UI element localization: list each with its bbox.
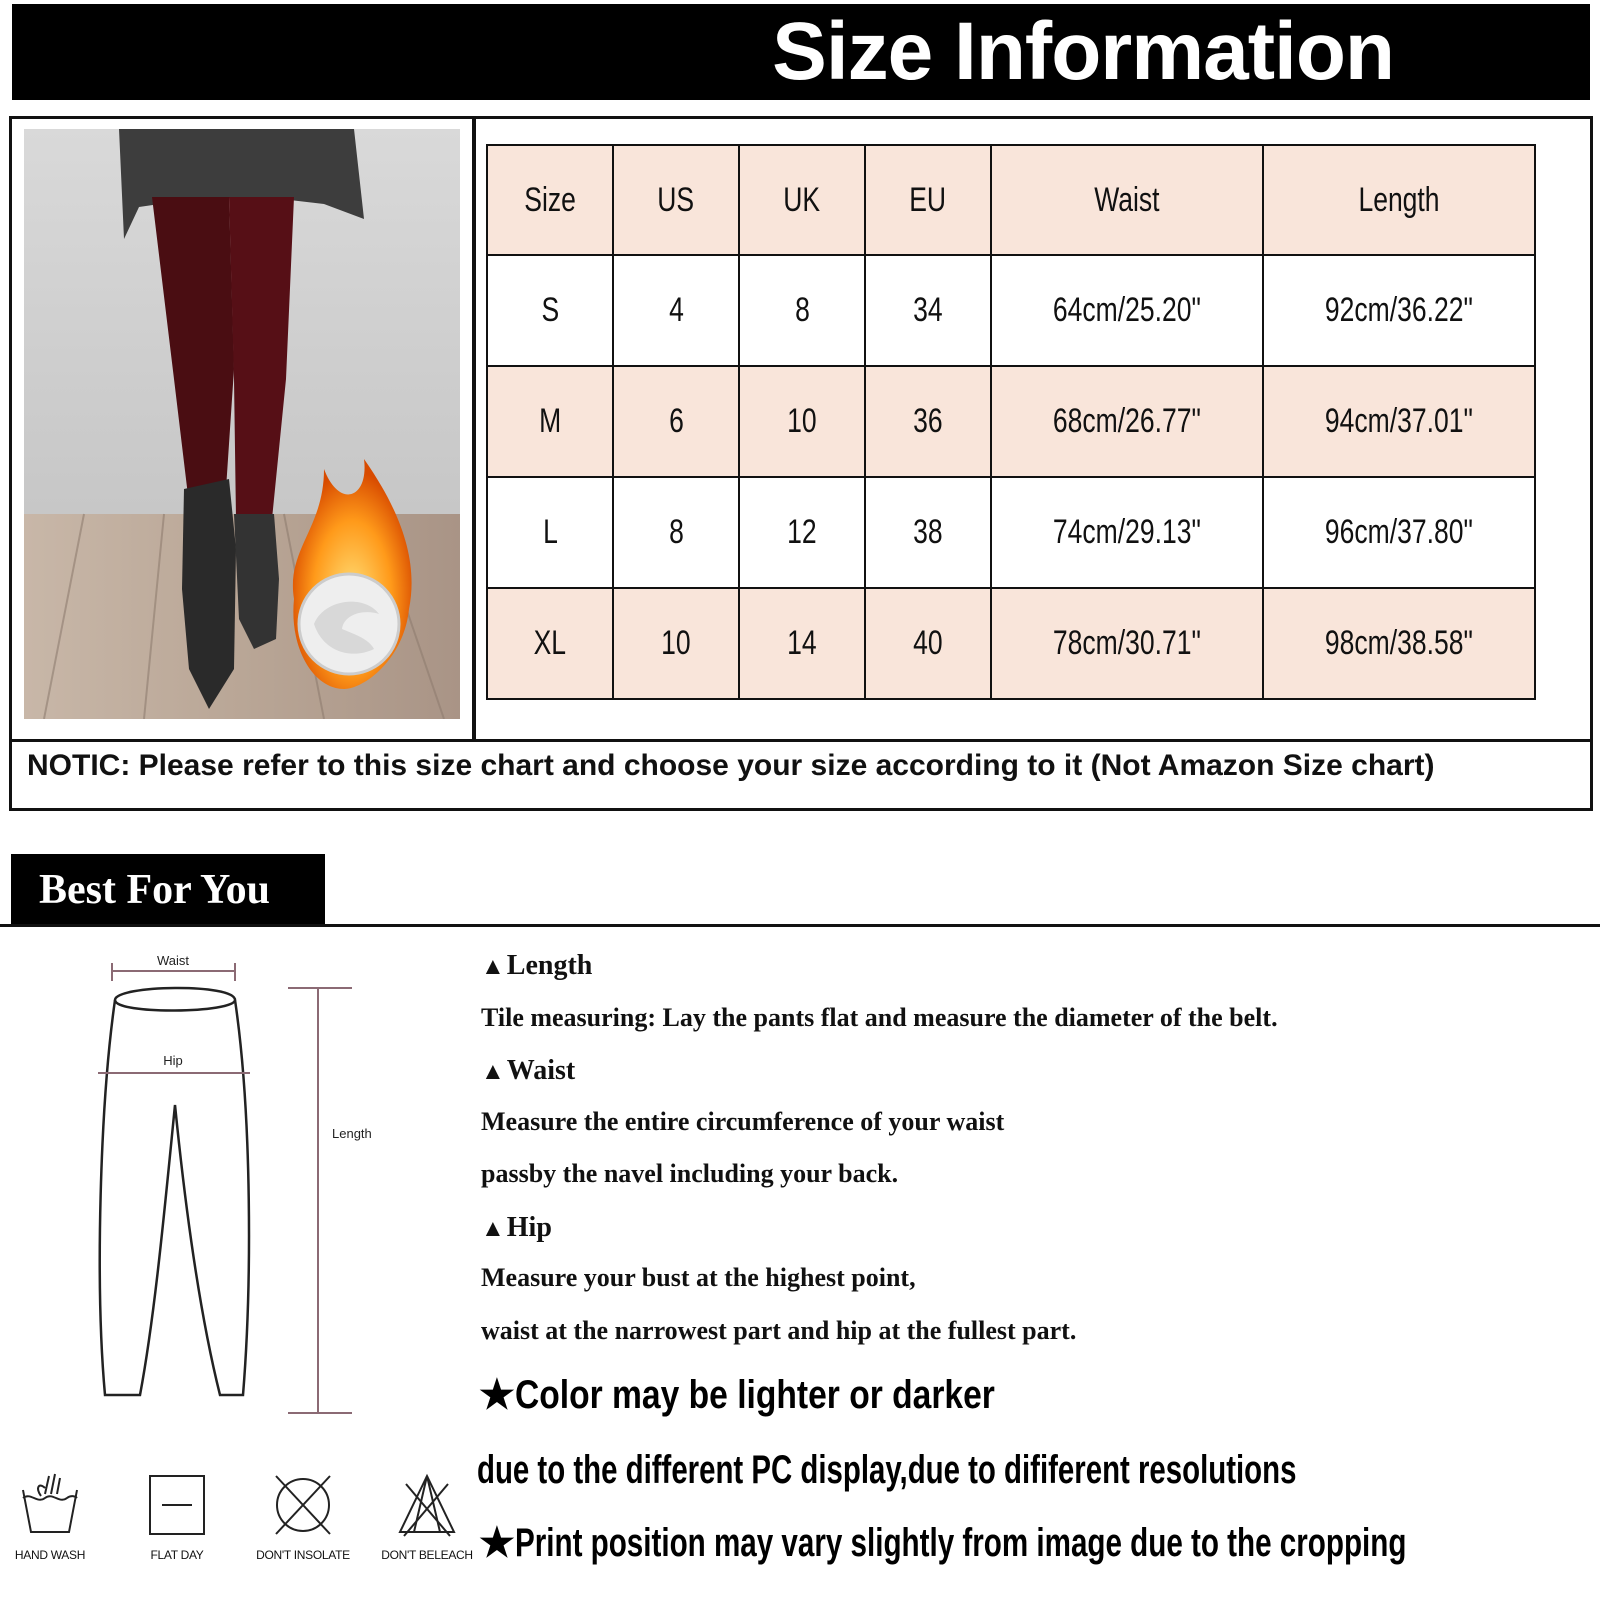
table-cell: 78cm/30.71": [991, 588, 1263, 699]
care-label: DON'T BELEACH: [381, 1548, 473, 1562]
size-table: [486, 144, 1536, 700]
table-cell: 92cm/36.22": [1263, 255, 1535, 366]
waist-instruction-1: Measure the entire circumference of your waist: [481, 1107, 1005, 1136]
flat-dry-icon: [142, 1470, 212, 1540]
size-chart-notice: NOTIC: Please refer to this size chart and choose your size according to it (Not Amazon Size chart): [27, 749, 1435, 782]
table-header-row: [487, 145, 1535, 255]
table-cell: 96cm/37.80": [1263, 477, 1535, 588]
table-cell: 4: [613, 255, 739, 366]
waist-heading: ▲Waist: [481, 1055, 576, 1086]
care-hand-wash: [0, 1470, 105, 1562]
table-row: [487, 366, 1535, 477]
no-tumble-dry-icon: [268, 1470, 338, 1540]
table-cell: 14: [739, 588, 865, 699]
star-icon: ★: [479, 1521, 515, 1565]
table-row: [487, 255, 1535, 366]
column-header: Length: [1263, 145, 1535, 255]
pants-measurement-diagram: [80, 955, 410, 1430]
section-rule: [0, 924, 1600, 927]
length-label: Length: [332, 1126, 372, 1141]
no-bleach-icon: [392, 1470, 462, 1540]
print-note: ★Print position may vary slightly from image due to the cropping: [479, 1521, 1407, 1565]
waist-label: Waist: [156, 955, 190, 968]
table-cell: 68cm/26.77": [991, 366, 1263, 477]
table-row: [487, 477, 1535, 588]
table-cell: XL: [487, 588, 613, 699]
color-note-2: due to the different PC display,due to dififerent resolutions: [477, 1448, 1297, 1492]
table-cell: 38: [865, 477, 991, 588]
table-row: [487, 588, 1535, 699]
hip-heading: ▲Hip: [481, 1212, 552, 1243]
column-header: Size: [487, 145, 613, 255]
column-header: US: [613, 145, 739, 255]
table-cell: S: [487, 255, 613, 366]
product-photo: [24, 129, 460, 719]
table-cell: 36: [865, 366, 991, 477]
triangle-icon: ▲: [481, 954, 505, 980]
length-measure-line: [288, 988, 352, 1413]
table-cell: 64cm/25.20": [991, 255, 1263, 366]
waist-instruction-2: passby the navel including your back.: [481, 1159, 899, 1188]
table-cell: M: [487, 366, 613, 477]
panel-divider: [472, 119, 476, 739]
care-flat-dry: [122, 1470, 232, 1562]
header-bar: [12, 4, 1590, 100]
hip-instruction-2: waist at the narrowest part and hip at the fullest part.: [481, 1316, 1077, 1345]
table-cell: 10: [739, 366, 865, 477]
care-label: FLAT DAY: [150, 1548, 204, 1562]
hip-label: Hip: [163, 1053, 183, 1068]
care-no-tumble: [248, 1470, 358, 1562]
table-cell: L: [487, 477, 613, 588]
triangle-icon: ▲: [481, 1059, 505, 1085]
best-for-you-title: Best For You: [39, 867, 270, 913]
triangle-icon: ▲: [481, 1216, 505, 1242]
table-cell: 40: [865, 588, 991, 699]
length-heading: ▲Length: [481, 950, 593, 981]
column-header: Waist: [991, 145, 1263, 255]
table-cell: 8: [613, 477, 739, 588]
care-no-bleach: [372, 1470, 482, 1562]
table-cell: 12: [739, 477, 865, 588]
care-label: HAND WASH: [14, 1548, 86, 1562]
star-icon: ★: [479, 1373, 515, 1417]
table-cell: 34: [865, 255, 991, 366]
table-cell: 6: [613, 366, 739, 477]
table-cell: 94cm/37.01": [1263, 366, 1535, 477]
table-cell: 8: [739, 255, 865, 366]
table-cell: 74cm/29.13": [991, 477, 1263, 588]
best-for-you-tab: [11, 854, 325, 926]
column-header: EU: [865, 145, 991, 255]
care-label: DON'T INSOLATE: [256, 1548, 350, 1562]
table-cell: 98cm/38.58": [1263, 588, 1535, 699]
page-title: Size Information: [772, 6, 1394, 97]
length-instruction: Tile measuring: Lay the pants flat and measure the diameter of the belt.: [481, 1003, 1278, 1032]
hip-instruction-1: Measure your bust at the highest point,: [481, 1263, 916, 1292]
color-note-1: ★Color may be lighter or darker: [479, 1373, 995, 1417]
column-header: UK: [739, 145, 865, 255]
table-cell: 10: [613, 588, 739, 699]
hand-wash-icon: [15, 1470, 85, 1540]
notice-divider: [12, 739, 1590, 742]
